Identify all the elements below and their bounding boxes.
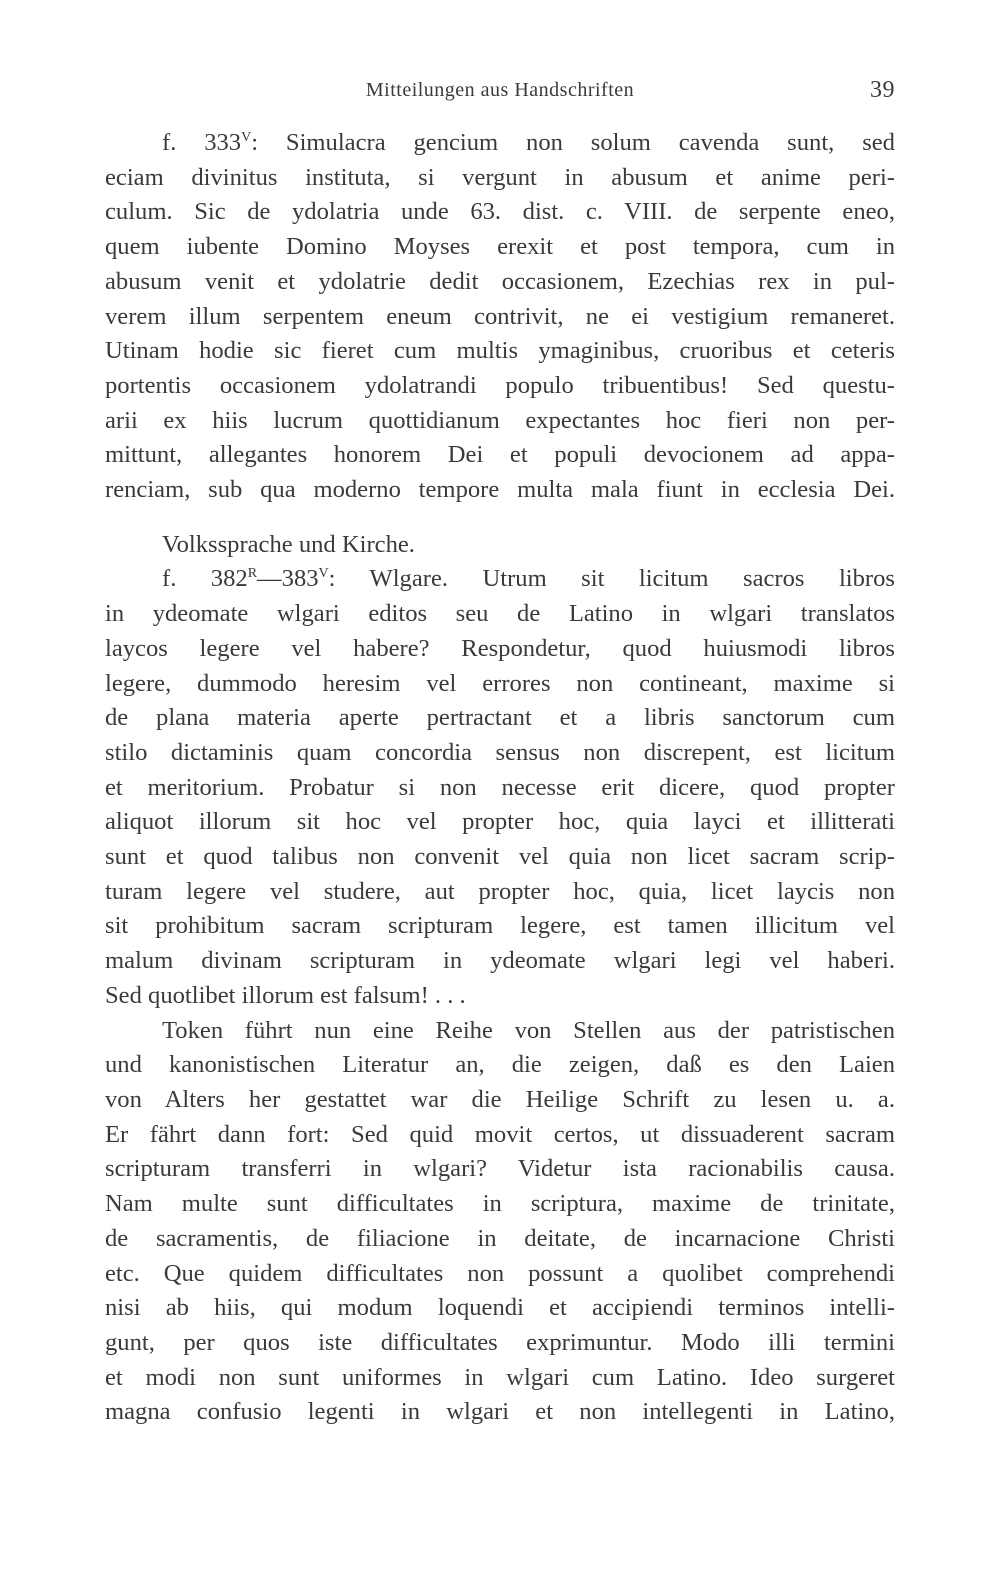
text-line: und kanonistischen Literatur an, die zeigen, daß es den Laien	[105, 1051, 895, 1079]
paragraph-token	[105, 1014, 895, 1430]
paragraph-wlgare	[105, 562, 895, 1013]
text-line: de sacramentis, de filiacione in deitate, de incarnacione Christi	[105, 1224, 895, 1252]
text-line: gunt, per quos iste difficultates exprimuntur. Modo illi termini	[105, 1328, 895, 1356]
text-line: sit prohibitum sacram scripturam legere, est tamen illicitum vel	[105, 912, 895, 940]
text-line	[105, 562, 895, 597]
text-line: magna confusio legenti in wlgari et non intellegenti in Latino,	[105, 1398, 895, 1426]
text-line: Nam multe sunt difficultates in scriptura, maxime de trinitate,	[105, 1190, 895, 1218]
text-line: portentis occasionem ydolatrandi populo tribuentibus! Sed questu-	[105, 371, 895, 399]
text-line: stilo dictaminis quam concordia sensus non discrepent, est licitum	[105, 738, 895, 766]
text-line	[105, 126, 895, 161]
text-line: arii ex hiis lucrum quottidianum expectantes hoc fieri non per-	[105, 406, 895, 434]
text-line: Er fährt dann fort: Sed quid movit certos, ut dissuaderent sacram	[105, 1120, 895, 1148]
text-line: sunt et quod talibus non convenit vel quia non licet sacram scrip-	[105, 843, 895, 871]
folio-sup: V	[241, 130, 252, 145]
page	[105, 70, 895, 1430]
text-line: Utinam hodie sic fieret cum multis ymaginibus, cruoribus et ceteris	[105, 337, 895, 365]
text-line: Sed quotlibet illorum est falsum! . . .	[105, 981, 466, 1009]
text-line: scripturam transferri in wlgari? Videtur ista racionabilis causa.	[105, 1155, 895, 1183]
text-line: in ydeomate wlgari editos seu de Latino in wlgari translatos	[105, 600, 895, 628]
folio-sup: R	[247, 566, 258, 582]
text-line: mittunt, allegantes honorem Dei et populi devocionem ad appa-	[105, 441, 895, 469]
text-line: culum. Sic de ydolatria unde 63. dist. c. VIII. de serpente eneo,	[105, 198, 895, 226]
text-line: Token führt nun eine Reihe von Stellen aus der patristischen	[162, 1016, 895, 1044]
header-title: Mitteilungen aus Handschriften	[365, 79, 635, 101]
text-line: malum divinam scripturam in ydeomate wlgari legi vel haberi.	[105, 947, 895, 975]
text-line: et modi non sunt uniformes in wlgari cum Latino. Ideo surgeret	[105, 1363, 895, 1391]
folio-ref: f. 333	[162, 129, 242, 156]
text-line: turam legere vel studere, aut propter hoc, quia, licet laycis non	[105, 877, 895, 905]
text-line: etc. Que quidem difficultates non possunt a quolibet comprehendi	[105, 1259, 895, 1287]
text-run: : Simulacra gencium non solum cavenda sunt, sed	[251, 129, 895, 156]
text-line: nisi ab hiis, qui modum loquendi et accipiendi terminos intelli-	[105, 1294, 895, 1322]
folio-ref: f. 382	[162, 565, 248, 593]
folio-sup: V	[318, 566, 329, 582]
text-line: von Alters her gestattet war die Heilige Schrift zu lesen u. a.	[105, 1085, 895, 1113]
text-line: renciam, sub qua moderno tempore multa mala fiunt in ecclesia Dei.	[105, 476, 895, 504]
text-line: et meritorium. Probatur si non necesse erit dicere, quod propter	[105, 773, 895, 801]
text-line: aliquot illorum sit hoc vel propter hoc, quia layci et illitterati	[105, 808, 895, 836]
text-line: verem illum serpentem eneum contrivit, ne ei vestigium remaneret.	[105, 302, 895, 330]
text-line: quem iubente Domino Moyses erexit et post tempora, cum in	[105, 233, 895, 261]
text-run: : Wlgare. Utrum sit licitum sacros libros	[328, 565, 895, 593]
text-line: abusum venit et ydolatrie dedit occasionem, Ezechias rex in pul-	[105, 267, 895, 295]
text-line: de plana materia aperte pertractant et a libris sanctorum cum	[105, 704, 895, 732]
running-header	[105, 70, 895, 110]
folio-ref: —383	[257, 565, 319, 593]
text-line: eciam divinitus instituta, si vergunt in abusum et anime peri-	[105, 163, 895, 191]
text-line: legere, dummodo heresim vel errores non contineant, maxime si	[105, 669, 895, 697]
section-heading: Volkssprache und Kirche.	[162, 530, 415, 558]
page-number: 39	[870, 77, 895, 103]
text-line: laycos legere vel habere? Respondetur, quod huiusmodi libros	[105, 634, 895, 662]
paragraph-simulacra	[105, 126, 895, 508]
